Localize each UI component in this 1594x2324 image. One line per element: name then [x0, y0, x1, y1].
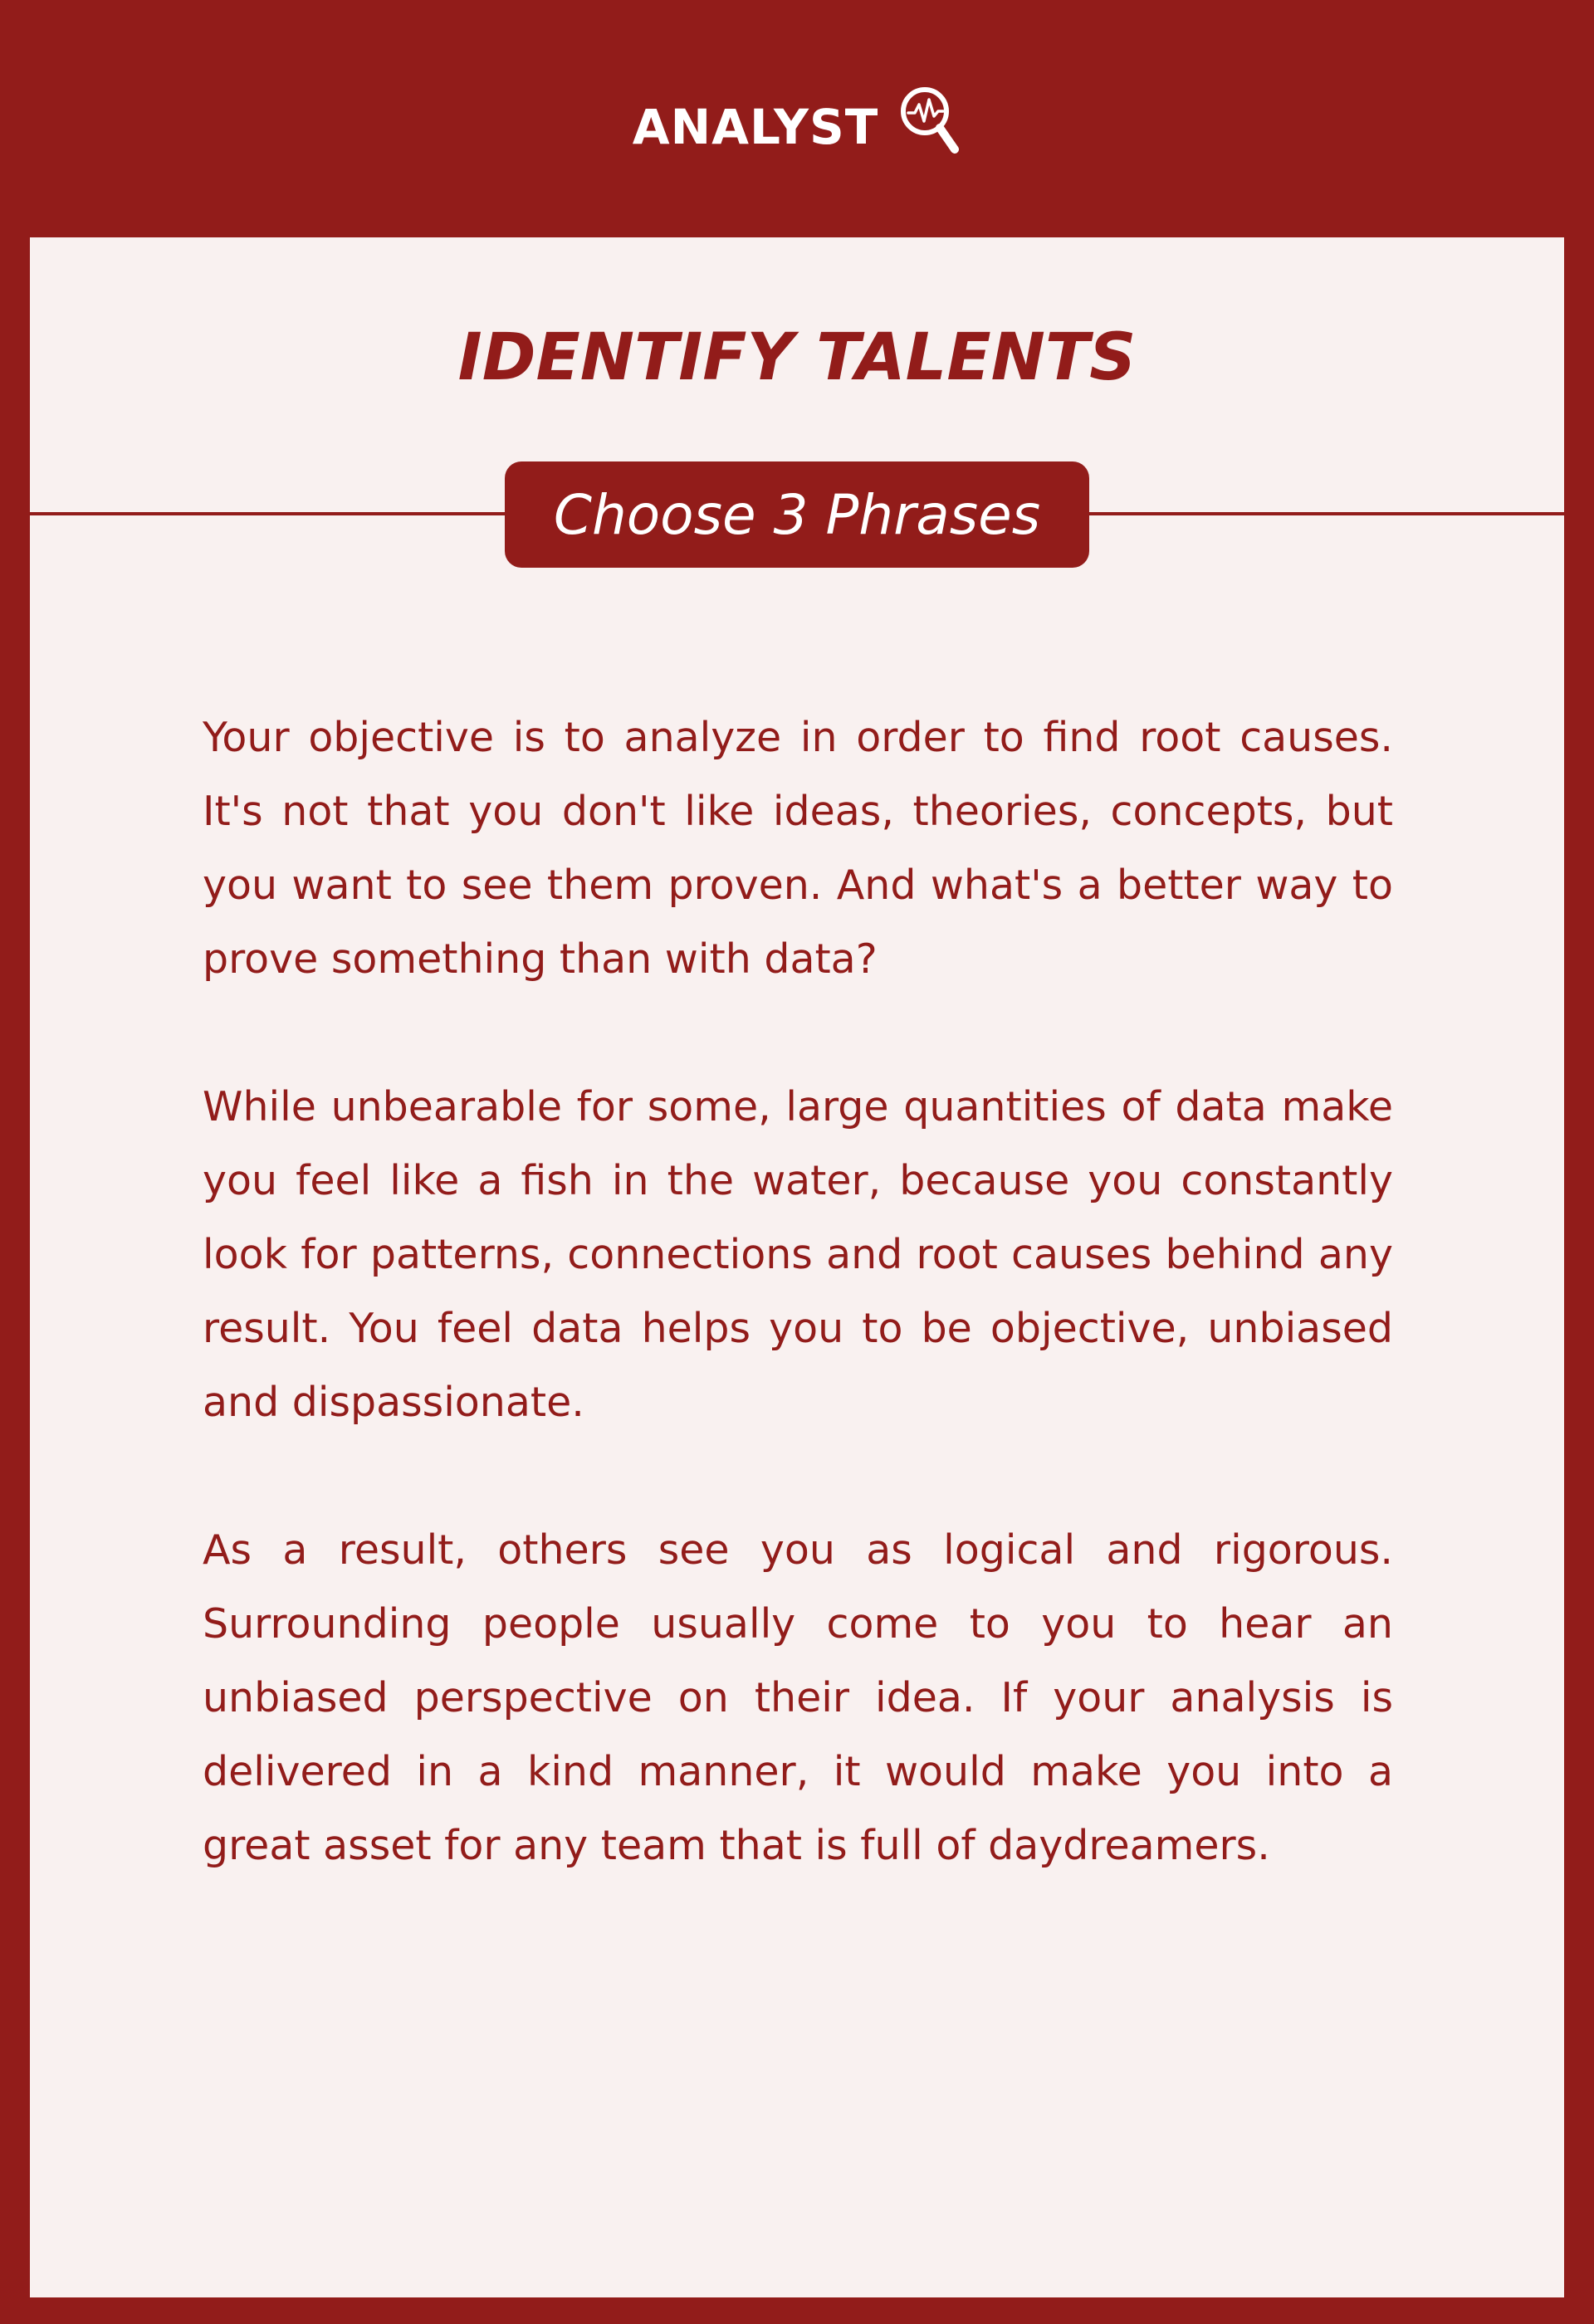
paragraph-3: As a result, others see you as logical and rigorous. Surrounding people usually come to you to hear an unbiased perspective on their idea. If your analysis is delivered in a kind manner, it would make you into a great asset for any team that is full of daydreamers.: [203, 1526, 1393, 1869]
paragraph-1: Your objective is to analyze in order to find root causes. It's not that you don't like ideas, theories, concepts, but you want to see them proven. And what's a better way to prove something than with data?: [203, 714, 1393, 983]
description-text: [203, 701, 1393, 1956]
paragraph-2: While unbearable for some, large quantities of data make you feel like a fish in the water, because you constantly look for patterns, connections and root causes behind any result. You feel data helps you to be objective, unbiased and dispassionate.: [203, 1083, 1393, 1426]
choose-phrases-badge: Choose 3 Phrases: [505, 461, 1089, 568]
brand: [633, 95, 962, 159]
card-title: IDENTIFY TALENTS: [457, 320, 1137, 395]
brand-name: ANALYST: [632, 99, 879, 155]
header-bar: [0, 0, 1594, 237]
talent-card: [30, 237, 1564, 2297]
magnifier-pulse-icon: [897, 83, 961, 159]
